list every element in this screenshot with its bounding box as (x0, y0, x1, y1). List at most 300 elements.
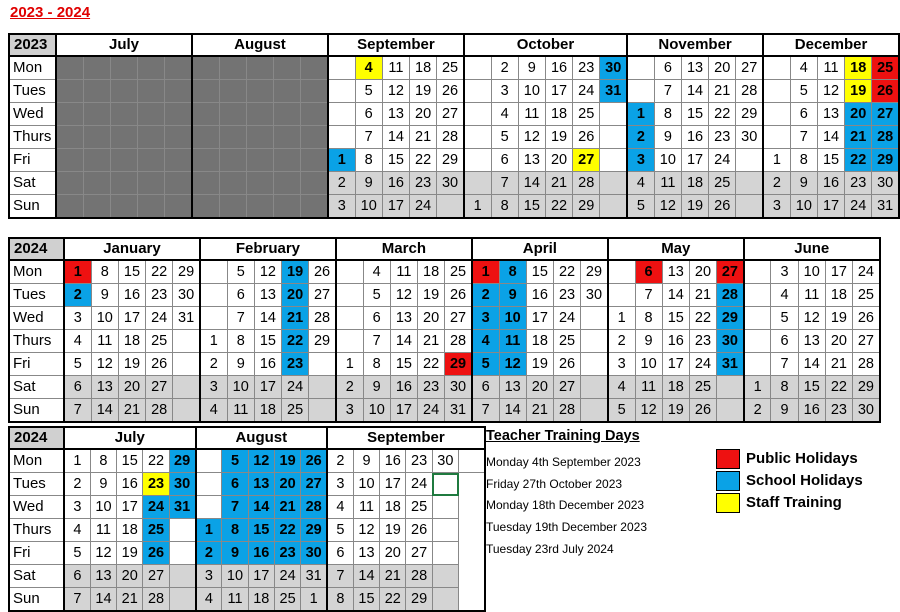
date-cell[interactable]: 19 (380, 519, 406, 542)
empty-cell[interactable] (165, 195, 192, 219)
date-cell[interactable]: 3 (491, 80, 518, 103)
date-cell[interactable]: 28 (143, 588, 169, 612)
date-cell[interactable]: 18 (380, 496, 406, 519)
date-cell[interactable]: 21 (845, 126, 872, 149)
date-cell[interactable]: 16 (390, 376, 417, 399)
date-cell[interactable]: 28 (146, 399, 173, 423)
date-cell[interactable]: 30 (600, 56, 627, 80)
date-cell[interactable]: 25 (143, 519, 169, 542)
empty-cell[interactable] (83, 103, 110, 126)
date-cell[interactable]: 26 (437, 80, 464, 103)
date-cell[interactable]: 11 (817, 56, 844, 80)
date-cell[interactable]: 7 (327, 565, 353, 588)
date-cell[interactable]: 30 (717, 330, 744, 353)
empty-cell[interactable] (219, 126, 246, 149)
date-cell[interactable]: 19 (845, 80, 872, 103)
date-cell[interactable]: 9 (518, 56, 545, 80)
date-cell[interactable]: 31 (301, 565, 327, 588)
empty-cell[interactable] (246, 172, 273, 195)
date-cell[interactable]: 15 (254, 330, 281, 353)
date-cell[interactable]: 30 (301, 542, 327, 565)
date-cell[interactable]: 17 (817, 195, 844, 219)
empty-cell[interactable] (56, 80, 83, 103)
date-cell[interactable]: 26 (573, 126, 600, 149)
date-cell[interactable]: 2 (327, 449, 353, 473)
empty-cell[interactable] (717, 399, 744, 423)
date-cell[interactable]: 3 (200, 376, 227, 399)
empty-cell[interactable] (627, 80, 654, 103)
date-cell[interactable]: 6 (227, 284, 254, 307)
empty-cell[interactable] (432, 496, 458, 519)
date-cell[interactable]: 15 (662, 307, 689, 330)
date-cell[interactable]: 14 (798, 353, 825, 376)
date-cell[interactable]: 4 (327, 496, 353, 519)
date-cell[interactable]: 28 (573, 172, 600, 195)
date-cell[interactable]: 13 (382, 103, 409, 126)
empty-cell[interactable] (432, 519, 458, 542)
date-cell[interactable]: 28 (853, 353, 880, 376)
date-cell[interactable]: 26 (709, 195, 736, 219)
date-cell[interactable]: 18 (117, 519, 143, 542)
date-cell[interactable]: 20 (545, 149, 572, 172)
empty-cell[interactable] (274, 126, 301, 149)
date-cell[interactable]: 6 (491, 149, 518, 172)
date-cell[interactable]: 28 (406, 565, 432, 588)
date-cell[interactable]: 5 (491, 126, 518, 149)
date-cell[interactable]: 27 (717, 260, 744, 284)
date-cell[interactable]: 6 (654, 56, 681, 80)
empty-cell[interactable] (459, 449, 485, 473)
date-cell[interactable]: 24 (146, 307, 173, 330)
date-cell[interactable]: 14 (662, 284, 689, 307)
empty-cell[interactable] (192, 56, 219, 80)
empty-cell[interactable] (608, 284, 635, 307)
date-cell[interactable]: 21 (825, 353, 852, 376)
date-cell[interactable]: 1 (328, 149, 355, 172)
empty-cell[interactable] (246, 80, 273, 103)
date-cell[interactable]: 2 (472, 284, 499, 307)
date-cell[interactable]: 23 (282, 353, 309, 376)
date-cell[interactable]: 9 (355, 172, 382, 195)
date-cell[interactable]: 7 (472, 399, 499, 423)
empty-cell[interactable] (328, 80, 355, 103)
empty-cell[interactable] (196, 473, 222, 496)
date-cell[interactable]: 8 (499, 260, 526, 284)
date-cell[interactable]: 12 (382, 80, 409, 103)
date-cell[interactable]: 15 (518, 195, 545, 219)
date-cell[interactable]: 3 (196, 565, 222, 588)
date-cell[interactable]: 2 (627, 126, 654, 149)
date-cell[interactable]: 9 (790, 172, 817, 195)
date-cell[interactable]: 17 (825, 260, 852, 284)
date-cell[interactable]: 29 (406, 588, 432, 612)
empty-cell[interactable] (110, 103, 137, 126)
date-cell[interactable]: 30 (432, 449, 458, 473)
date-cell[interactable]: 25 (406, 496, 432, 519)
date-cell[interactable]: 6 (64, 376, 91, 399)
date-cell[interactable]: 29 (437, 149, 464, 172)
date-cell[interactable]: 27 (437, 103, 464, 126)
date-cell[interactable]: 9 (227, 353, 254, 376)
empty-cell[interactable] (165, 126, 192, 149)
date-cell[interactable]: 30 (872, 172, 899, 195)
date-cell[interactable]: 7 (790, 126, 817, 149)
date-cell[interactable]: 6 (64, 565, 90, 588)
date-cell[interactable]: 17 (681, 149, 708, 172)
date-cell[interactable]: 1 (200, 330, 227, 353)
date-cell[interactable]: 30 (445, 376, 472, 399)
date-cell[interactable]: 16 (254, 353, 281, 376)
date-cell[interactable]: 22 (709, 103, 736, 126)
date-cell[interactable]: 19 (662, 399, 689, 423)
date-cell[interactable]: 3 (64, 496, 90, 519)
date-cell[interactable]: 26 (301, 449, 327, 473)
empty-cell[interactable] (138, 56, 165, 80)
date-cell[interactable]: 11 (390, 260, 417, 284)
date-cell[interactable]: 24 (274, 565, 300, 588)
date-cell[interactable]: 2 (328, 172, 355, 195)
date-cell[interactable]: 10 (355, 195, 382, 219)
date-cell[interactable]: 30 (736, 126, 763, 149)
date-cell[interactable]: 13 (518, 149, 545, 172)
empty-cell[interactable] (110, 126, 137, 149)
date-cell[interactable]: 30 (437, 172, 464, 195)
date-cell[interactable]: 15 (526, 260, 553, 284)
empty-cell[interactable] (173, 330, 200, 353)
empty-cell[interactable] (56, 149, 83, 172)
date-cell[interactable]: 28 (301, 496, 327, 519)
date-cell[interactable]: 11 (499, 330, 526, 353)
empty-cell[interactable] (717, 376, 744, 399)
empty-cell[interactable] (200, 284, 227, 307)
empty-cell[interactable] (301, 80, 328, 103)
date-cell[interactable]: 2 (196, 542, 222, 565)
date-cell[interactable]: 14 (254, 307, 281, 330)
empty-cell[interactable] (165, 172, 192, 195)
date-cell[interactable]: 14 (518, 172, 545, 195)
date-cell[interactable]: 21 (117, 588, 143, 612)
date-cell[interactable]: 14 (390, 330, 417, 353)
date-cell[interactable]: 4 (472, 330, 499, 353)
date-cell[interactable]: 29 (872, 149, 899, 172)
date-cell[interactable]: 22 (380, 588, 406, 612)
date-cell[interactable]: 6 (635, 260, 662, 284)
empty-cell[interactable] (274, 103, 301, 126)
date-cell[interactable]: 16 (117, 473, 143, 496)
empty-cell[interactable] (138, 172, 165, 195)
date-cell[interactable]: 17 (254, 376, 281, 399)
empty-cell[interactable] (432, 542, 458, 565)
date-cell[interactable]: 20 (689, 260, 716, 284)
date-cell[interactable]: 13 (662, 260, 689, 284)
date-cell[interactable]: 8 (227, 330, 254, 353)
empty-cell[interactable] (246, 126, 273, 149)
date-cell[interactable]: 25 (689, 376, 716, 399)
date-cell[interactable]: 4 (64, 330, 91, 353)
date-cell[interactable]: 22 (553, 260, 580, 284)
date-cell[interactable]: 14 (382, 126, 409, 149)
date-cell[interactable]: 5 (608, 399, 635, 423)
date-cell[interactable]: 16 (817, 172, 844, 195)
date-cell[interactable]: 11 (635, 376, 662, 399)
date-cell[interactable]: 2 (608, 330, 635, 353)
empty-cell[interactable] (744, 260, 771, 284)
date-cell[interactable]: 14 (91, 399, 118, 423)
empty-cell[interactable] (192, 103, 219, 126)
date-cell[interactable]: 8 (771, 376, 798, 399)
date-cell[interactable]: 12 (635, 399, 662, 423)
empty-cell[interactable] (138, 195, 165, 219)
date-cell[interactable]: 14 (90, 588, 116, 612)
date-cell[interactable]: 19 (117, 542, 143, 565)
date-cell[interactable]: 23 (274, 542, 300, 565)
date-cell[interactable]: 13 (248, 473, 274, 496)
empty-cell[interactable] (336, 260, 363, 284)
date-cell[interactable]: 6 (355, 103, 382, 126)
date-cell[interactable]: 15 (117, 449, 143, 473)
date-cell[interactable]: 24 (417, 399, 444, 423)
date-cell[interactable]: 9 (91, 284, 118, 307)
date-cell[interactable]: 16 (662, 330, 689, 353)
empty-cell[interactable] (173, 353, 200, 376)
date-cell[interactable]: 29 (581, 260, 608, 284)
empty-cell[interactable] (328, 103, 355, 126)
date-cell[interactable]: 21 (545, 172, 572, 195)
date-cell[interactable]: 6 (327, 542, 353, 565)
empty-cell[interactable] (309, 353, 336, 376)
empty-cell[interactable] (165, 56, 192, 80)
date-cell[interactable]: 10 (635, 353, 662, 376)
empty-cell[interactable] (169, 565, 195, 588)
date-cell[interactable]: 27 (143, 565, 169, 588)
date-cell[interactable]: 1 (627, 103, 654, 126)
date-cell[interactable]: 9 (499, 284, 526, 307)
date-cell[interactable]: 10 (798, 260, 825, 284)
date-cell[interactable]: 22 (845, 149, 872, 172)
empty-cell[interactable] (83, 56, 110, 80)
date-cell[interactable]: 20 (274, 473, 300, 496)
empty-cell[interactable] (464, 149, 491, 172)
empty-cell[interactable] (110, 195, 137, 219)
date-cell[interactable]: 23 (417, 376, 444, 399)
empty-cell[interactable] (83, 80, 110, 103)
date-cell[interactable]: 25 (437, 56, 464, 80)
date-cell[interactable]: 25 (709, 172, 736, 195)
date-cell[interactable]: 8 (363, 353, 390, 376)
date-cell[interactable]: 3 (327, 473, 353, 496)
date-cell[interactable]: 22 (274, 519, 300, 542)
date-cell[interactable]: 7 (355, 126, 382, 149)
date-cell[interactable]: 14 (353, 565, 379, 588)
date-cell[interactable]: 4 (491, 103, 518, 126)
date-cell[interactable]: 12 (518, 126, 545, 149)
date-cell[interactable]: 15 (248, 519, 274, 542)
date-cell[interactable]: 18 (254, 399, 281, 423)
date-cell[interactable]: 29 (736, 103, 763, 126)
empty-cell[interactable] (56, 56, 83, 80)
date-cell[interactable]: 11 (222, 588, 248, 612)
date-cell[interactable]: 11 (382, 56, 409, 80)
date-cell[interactable]: 5 (64, 353, 91, 376)
date-cell[interactable]: 7 (654, 80, 681, 103)
empty-cell[interactable] (581, 376, 608, 399)
date-cell[interactable]: 2 (336, 376, 363, 399)
date-cell[interactable]: 8 (90, 449, 116, 473)
date-cell[interactable]: 24 (282, 376, 309, 399)
date-cell[interactable]: 23 (573, 56, 600, 80)
date-cell[interactable]: 1 (464, 195, 491, 219)
date-cell[interactable]: 3 (328, 195, 355, 219)
date-cell[interactable]: 19 (545, 126, 572, 149)
date-cell[interactable]: 17 (390, 399, 417, 423)
date-cell[interactable]: 19 (274, 449, 300, 473)
date-cell[interactable]: 8 (327, 588, 353, 612)
date-cell[interactable]: 2 (64, 284, 91, 307)
empty-cell[interactable] (336, 330, 363, 353)
date-cell[interactable]: 4 (627, 172, 654, 195)
date-cell[interactable]: 8 (635, 307, 662, 330)
date-cell[interactable]: 16 (380, 449, 406, 473)
date-cell[interactable]: 11 (91, 330, 118, 353)
date-cell[interactable]: 27 (309, 284, 336, 307)
date-cell[interactable]: 23 (410, 172, 437, 195)
date-cell[interactable]: 21 (274, 496, 300, 519)
date-cell[interactable]: 10 (90, 496, 116, 519)
date-cell[interactable]: 13 (499, 376, 526, 399)
empty-cell[interactable] (219, 172, 246, 195)
date-cell[interactable]: 7 (771, 353, 798, 376)
date-cell[interactable]: 25 (445, 260, 472, 284)
empty-cell[interactable] (83, 195, 110, 219)
date-cell[interactable]: 22 (689, 307, 716, 330)
empty-cell[interactable] (83, 172, 110, 195)
date-cell[interactable]: 10 (499, 307, 526, 330)
date-cell[interactable]: 14 (248, 496, 274, 519)
date-cell[interactable]: 4 (196, 588, 222, 612)
date-cell[interactable]: 31 (872, 195, 899, 219)
date-cell[interactable]: 26 (689, 399, 716, 423)
date-cell[interactable]: 11 (518, 103, 545, 126)
empty-cell[interactable] (173, 376, 200, 399)
date-cell[interactable]: 11 (353, 496, 379, 519)
empty-cell[interactable] (246, 195, 273, 219)
empty-cell[interactable] (437, 195, 464, 219)
date-cell[interactable]: 24 (410, 195, 437, 219)
date-cell[interactable]: 10 (363, 399, 390, 423)
empty-cell[interactable] (600, 195, 627, 219)
date-cell[interactable]: 2 (763, 172, 790, 195)
date-cell[interactable]: 16 (526, 284, 553, 307)
empty-cell[interactable] (200, 307, 227, 330)
empty-cell[interactable] (744, 307, 771, 330)
empty-cell[interactable] (274, 195, 301, 219)
date-cell[interactable]: 16 (382, 172, 409, 195)
empty-cell[interactable] (246, 56, 273, 80)
date-cell[interactable]: 26 (872, 80, 899, 103)
date-cell[interactable]: 24 (143, 496, 169, 519)
empty-cell[interactable] (165, 103, 192, 126)
empty-cell[interactable] (138, 126, 165, 149)
date-cell[interactable]: 16 (248, 542, 274, 565)
date-cell[interactable]: 4 (771, 284, 798, 307)
date-cell[interactable]: 9 (363, 376, 390, 399)
date-cell[interactable]: 19 (526, 353, 553, 376)
date-cell[interactable]: 20 (825, 330, 852, 353)
empty-cell[interactable] (744, 284, 771, 307)
date-cell[interactable]: 23 (553, 284, 580, 307)
date-cell[interactable]: 13 (91, 376, 118, 399)
date-cell[interactable]: 15 (382, 149, 409, 172)
date-cell[interactable]: 27 (853, 330, 880, 353)
date-cell[interactable]: 18 (417, 260, 444, 284)
date-cell[interactable]: 17 (662, 353, 689, 376)
date-cell[interactable]: 29 (853, 376, 880, 399)
date-cell[interactable]: 7 (64, 588, 90, 612)
date-cell[interactable]: 2 (200, 353, 227, 376)
date-cell[interactable]: 2 (491, 56, 518, 80)
date-cell[interactable]: 18 (410, 56, 437, 80)
empty-cell[interactable] (110, 149, 137, 172)
date-cell[interactable]: 18 (526, 330, 553, 353)
date-cell[interactable]: 23 (845, 172, 872, 195)
empty-cell[interactable] (432, 565, 458, 588)
empty-cell[interactable] (301, 126, 328, 149)
empty-cell[interactable] (464, 172, 491, 195)
date-cell[interactable]: 20 (118, 376, 145, 399)
empty-cell[interactable] (763, 56, 790, 80)
date-cell[interactable]: 13 (353, 542, 379, 565)
date-cell[interactable]: 11 (654, 172, 681, 195)
date-cell[interactable]: 10 (654, 149, 681, 172)
date-cell[interactable]: 1 (744, 376, 771, 399)
empty-cell[interactable] (763, 80, 790, 103)
date-cell[interactable]: 1 (608, 307, 635, 330)
date-cell[interactable]: 10 (353, 473, 379, 496)
date-cell[interactable]: 29 (173, 260, 200, 284)
date-cell[interactable]: 11 (798, 284, 825, 307)
date-cell[interactable]: 20 (282, 284, 309, 307)
date-cell[interactable]: 13 (254, 284, 281, 307)
date-cell[interactable]: 6 (790, 103, 817, 126)
date-cell[interactable]: 27 (445, 307, 472, 330)
date-cell[interactable]: 3 (608, 353, 635, 376)
date-cell[interactable]: 1 (336, 353, 363, 376)
empty-cell[interactable] (736, 195, 763, 219)
empty-cell[interactable] (83, 149, 110, 172)
empty-cell[interactable] (246, 149, 273, 172)
empty-cell[interactable] (763, 126, 790, 149)
empty-cell[interactable] (246, 103, 273, 126)
date-cell[interactable]: 9 (771, 399, 798, 423)
date-cell[interactable]: 15 (681, 103, 708, 126)
date-cell[interactable]: 27 (301, 473, 327, 496)
empty-cell[interactable] (83, 126, 110, 149)
date-cell[interactable]: 1 (763, 149, 790, 172)
date-cell[interactable]: 17 (117, 496, 143, 519)
empty-cell[interactable] (192, 80, 219, 103)
date-cell[interactable]: 24 (689, 353, 716, 376)
date-cell[interactable]: 13 (817, 103, 844, 126)
date-cell[interactable]: 12 (654, 195, 681, 219)
date-cell[interactable]: 25 (274, 588, 300, 612)
date-cell[interactable]: 17 (382, 195, 409, 219)
empty-cell[interactable] (200, 260, 227, 284)
empty-cell[interactable] (736, 149, 763, 172)
empty-cell[interactable] (432, 588, 458, 612)
date-cell[interactable]: 24 (406, 473, 432, 496)
date-cell[interactable]: 10 (222, 565, 248, 588)
date-cell[interactable]: 25 (146, 330, 173, 353)
